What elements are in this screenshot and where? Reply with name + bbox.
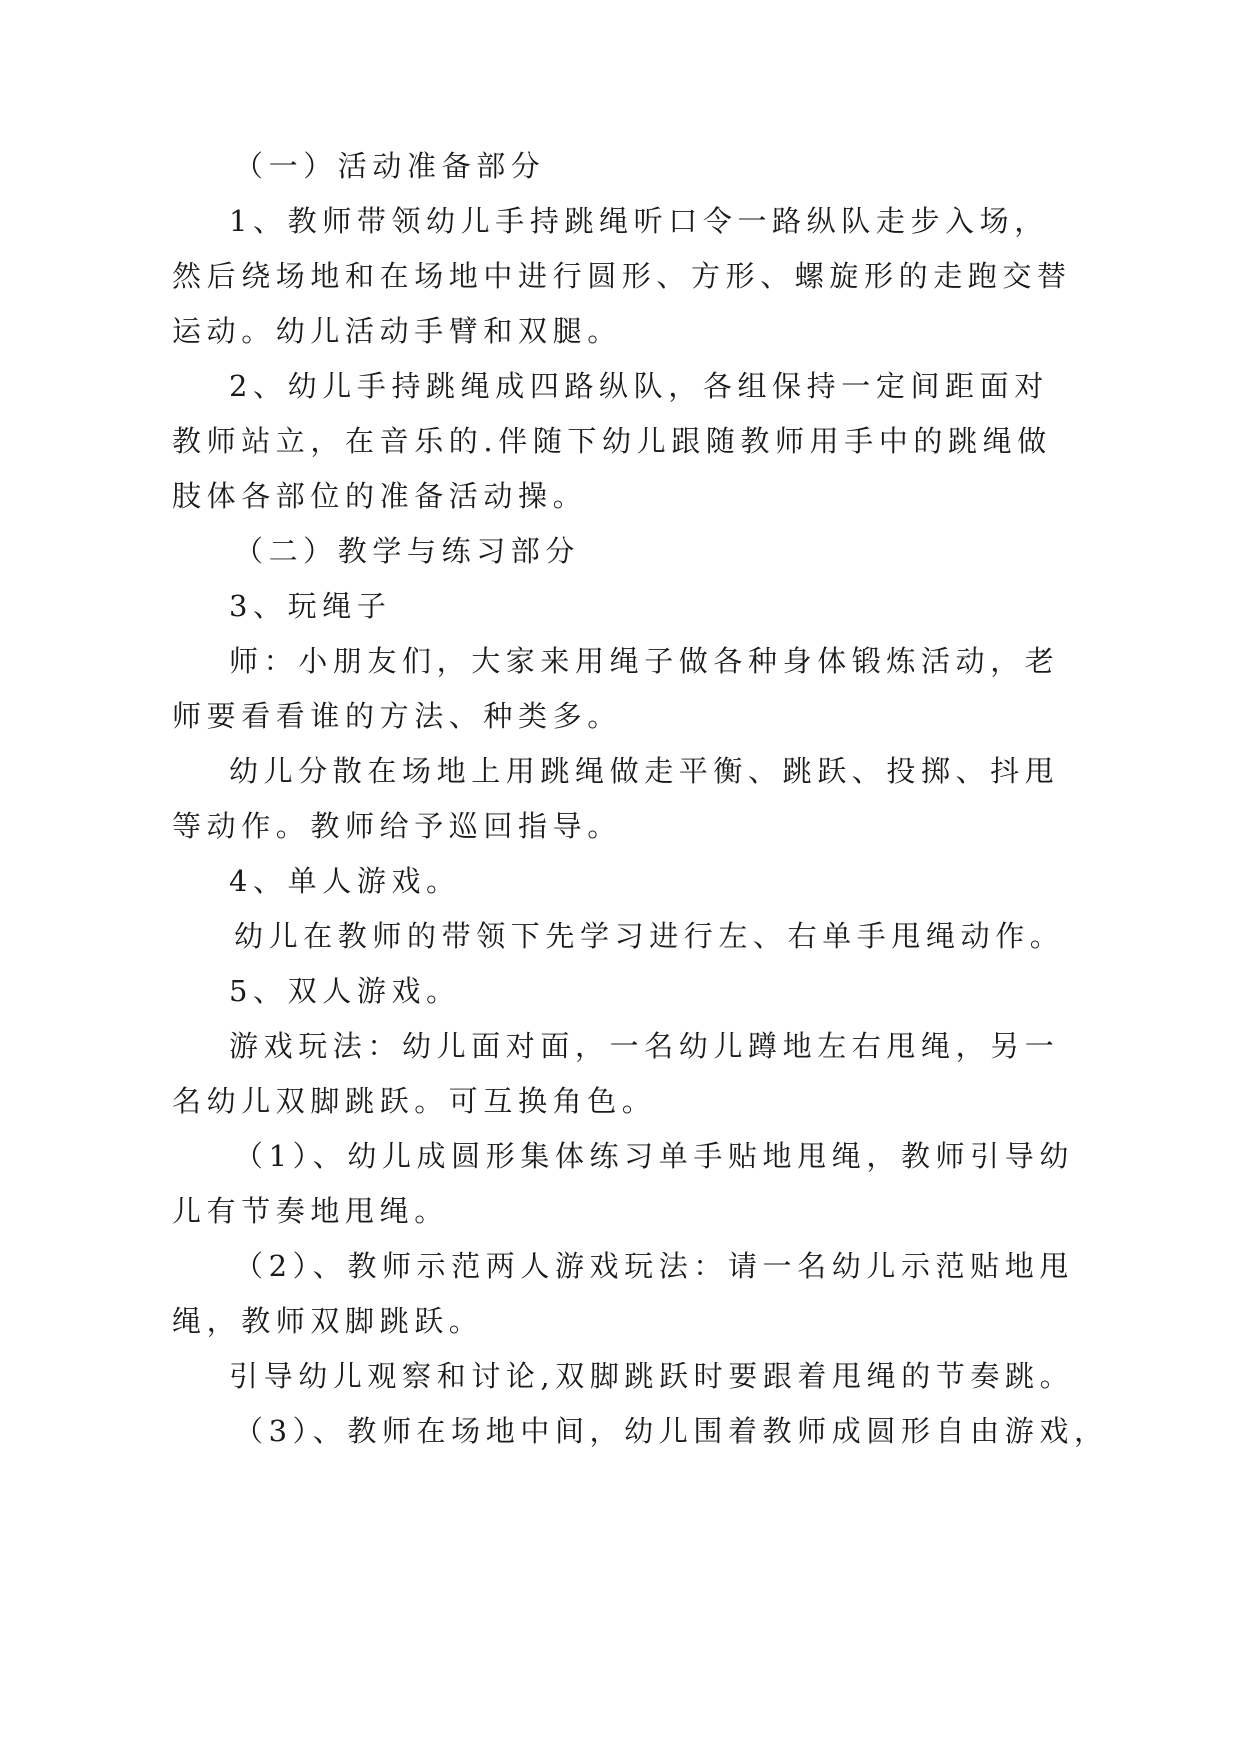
paragraph-line: （2）、教师示范两人游戏玩法：请一名幼儿示范贴地甩 [234, 1249, 1074, 1283]
paragraph-line: 2、幼儿手持跳绳成四路纵队，各组保持一定间距面对 [229, 369, 1049, 403]
paragraph-line: 4、单人游戏。 [229, 864, 461, 898]
paragraph-line: 师要看看谁的方法、种类多。 [172, 699, 622, 733]
section-heading-preparation: （一）活动准备部分 [234, 149, 546, 183]
paragraph-line: （1）、幼儿成圆形集体练习单手贴地甩绳，教师引导幼 [234, 1139, 1074, 1173]
paragraph-line: 然后绕场地和在场地中进行圆形、方形、螺旋形的走跑交替 [172, 259, 1072, 293]
paragraph-line: （3）、教师在场地中间，幼儿围着教师成圆形自由游戏， [234, 1414, 1109, 1448]
paragraph-line: 教师站立，在音乐的.伴随下幼儿跟随教师用手中的跳绳做 [172, 424, 1052, 458]
paragraph-line: 5、双人游戏。 [229, 974, 461, 1008]
paragraph-line: 名幼儿双脚跳跃。可互换角色。 [172, 1084, 657, 1118]
paragraph-line: 运动。幼儿活动手臂和双腿。 [172, 314, 622, 348]
paragraph-line: 3、玩绳子 [229, 589, 392, 623]
paragraph-line: 绳，教师双脚跳跃。 [172, 1304, 484, 1338]
section-heading-teaching: （二）教学与练习部分 [234, 534, 581, 568]
paragraph-line: 1、教师带领幼儿手持跳绳听口令一路纵队走步入场， [229, 204, 1049, 238]
paragraph-line: 幼儿在教师的带领下先学习进行左、右单手甩绳动作。 [234, 919, 1065, 953]
paragraph-line: 儿有节奏地甩绳。 [172, 1194, 449, 1228]
paragraph-line: 幼儿分散在场地上用跳绳做走平衡、跳跃、投掷、抖甩 [229, 754, 1060, 788]
paragraph-line: 引导幼儿观察和讨论,双脚跳跃时要跟着甩绳的节奏跳。 [229, 1359, 1075, 1393]
paragraph-line: 肢体各部位的准备活动操。 [172, 479, 588, 513]
paragraph-line: 游戏玩法：幼儿面对面，一名幼儿蹲地左右甩绳，另一 [229, 1029, 1060, 1063]
paragraph-line: 等动作。教师给予巡回指导。 [172, 809, 622, 843]
paragraph-line: 师：小朋友们，大家来用绳子做各种身体锻炼活动，老 [229, 644, 1060, 678]
